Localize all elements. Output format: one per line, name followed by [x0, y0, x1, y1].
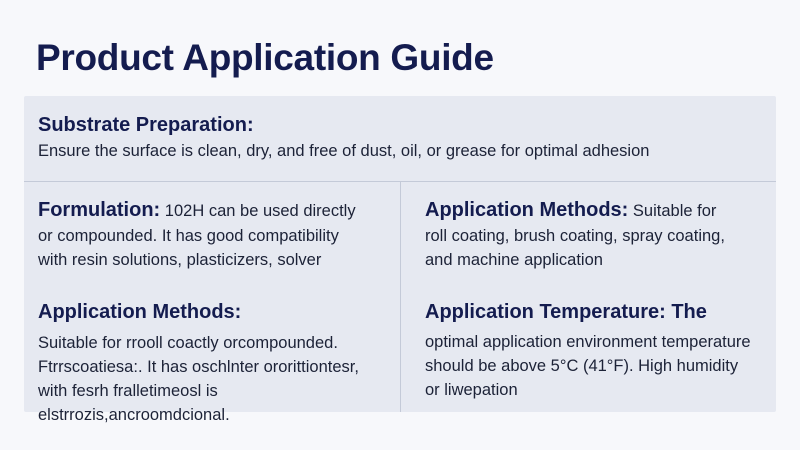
formulation-line-1: 102H can be used directly [160, 202, 356, 220]
substrate-heading: Substrate Preparation: [38, 114, 254, 136]
application-temperature-text [425, 299, 773, 402]
application-methods-right-line-2: roll coating, brush coating, spray coating, [425, 227, 725, 245]
application-methods-left-line-1: Suitable for rrooll coactly orcompounded. [38, 334, 338, 352]
application-methods-right-section [425, 197, 773, 272]
application-temperature-line-1: optimal application environment temperature [425, 333, 751, 351]
application-methods-right-first-line [425, 197, 773, 224]
page-title: Product Application Guide [36, 37, 494, 78]
substrate-body: Ensure the surface is clean, dry, and free of dust, oil, or grease for optimal adhesion [38, 142, 650, 160]
formulation-first-line [38, 197, 386, 224]
application-methods-right-line-1: Suitable for [628, 202, 717, 220]
application-temperature-line-3: or liwepation [425, 381, 518, 399]
formulation-heading: Formulation: [38, 199, 161, 221]
formulation-line-3: with resin solutions, plasticizers, solver [38, 251, 322, 269]
application-methods-left-line-3: fesrh fralletimeosl is elstrrozis,ancroomdcional. [38, 382, 230, 424]
vertical-divider [400, 182, 401, 412]
formulation-text [38, 197, 386, 272]
application-methods-left-heading: Application Methods: [38, 301, 242, 323]
application-temperature-heading: Application Temperature: The [425, 301, 707, 323]
application-temperature-section [425, 299, 773, 402]
guide-panel [24, 96, 776, 424]
application-methods-right-text [425, 197, 773, 272]
application-temperature-line-2: should be above 5°C (41°F). High humidity [425, 357, 739, 375]
application-temperature-heading-line [425, 299, 773, 326]
substrate-section [24, 96, 776, 181]
formulation-section [38, 197, 386, 272]
application-methods-left-text [38, 331, 386, 427]
application-methods-left-section [38, 299, 386, 427]
application-methods-right-line-3: and machine application [425, 251, 603, 269]
application-methods-left-line-2: Ftrrscoatiesa:. It has oschlnter ororittiontesr, with [38, 358, 359, 400]
formulation-line-2: or compounded. It has good compatibility [38, 227, 339, 245]
application-methods-right-heading: Application Methods: [425, 199, 629, 221]
